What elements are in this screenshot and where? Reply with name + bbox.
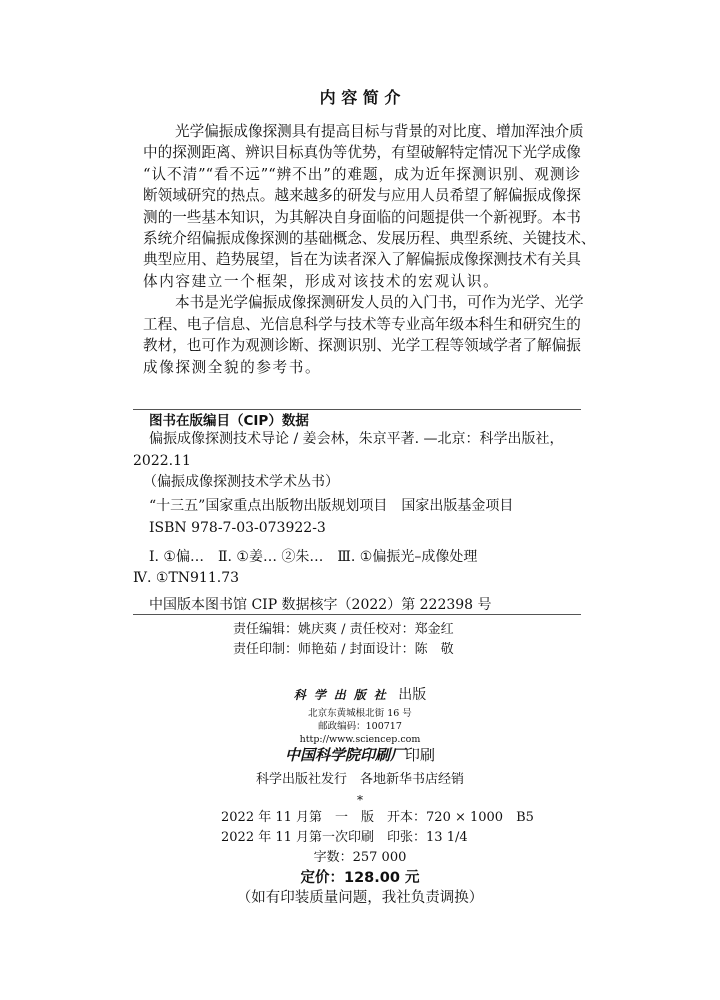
cip-series: （偏振成像探测技术学术丛书）	[143, 474, 339, 490]
publisher-postcode: 邮政编码：100717	[318, 721, 402, 732]
replacement-notice: （如有印装质量问题，我社负责调换）	[236, 890, 484, 906]
summary-title: 内 容 简 介	[319, 88, 401, 107]
printer-line	[0, 746, 720, 764]
cip-line: 2022.11	[133, 453, 191, 469]
summary-line: 系统介绍偏振成像探测的基础概念、发展历程、典型系统、关键技术、	[143, 230, 596, 247]
summary-line: 测的一些基本知识，为其解决自身面临的问题提供一个新视野。本书	[143, 209, 581, 226]
summary-line: 体内容建立一个框架，形成对该技术的宏观认识。	[143, 273, 500, 290]
cip-classification: Ⅰ. ①偏… Ⅱ. ①姜… ②朱… Ⅲ. ①偏振光–成像处理	[149, 549, 478, 565]
summary-line: 本书是光学偏振成像探测研发人员的入门书，可作为光学、光学	[175, 294, 584, 311]
divider-top	[133, 409, 581, 410]
summary-line: 典型应用、趋势展望，旨在为读者深入了解偏振成像探测技术有关具	[143, 251, 581, 268]
publisher-logo: 科学出版社	[293, 688, 394, 702]
edition-info: 2022 年 11 月第 一 版 开本：720 × 1000 B5	[221, 810, 534, 825]
cip-line: 偏振成像探测技术导论 / 姜会林，朱京平著. —北京：科学出版社，	[149, 431, 564, 447]
cip-heading: 图书在版编目（CIP）数据	[149, 413, 309, 429]
summary-line: 断领域研究的热点。越来越多的研发与应用人员希望了解偏振成像探	[143, 187, 581, 204]
publisher-suffix: 出版	[398, 687, 427, 703]
summary-line: 光学偏振成像探测具有提高目标与背景的对比度、增加浑浊介质	[175, 123, 584, 140]
printing-info: 2022 年 11 月第一次印刷 印张：13 1/4	[221, 830, 468, 845]
summary-line: 成像探测全貌的参考书。	[143, 359, 322, 376]
price: 定价：128.00 元	[300, 870, 420, 886]
cip-classification: Ⅳ. ①TN911.73	[133, 570, 240, 586]
distribution: 科学出版社发行 各地新华书店经销	[255, 772, 464, 787]
printer-suffix: 印刷	[405, 746, 436, 764]
publisher-line	[0, 686, 720, 704]
cip-number: 中国版本图书馆 CIP 数据核字（2022）第 222398 号	[149, 597, 492, 613]
summary-line: 中的探测距离、辨识目标真伪等优势，有望破解特定情况下光学成像	[143, 144, 581, 161]
summary-line: “认不清”“看不远”“辨不出”的难题，成为近年探测识别、观测诊	[143, 166, 580, 183]
cip-isbn: ISBN 978-7-03-073922-3	[149, 520, 326, 536]
word-count: 字数：257 000	[313, 850, 407, 865]
credits-production: 责任印制：师艳茹 / 封面设计：陈 敬	[233, 642, 454, 657]
publisher-url: http://www.sciencep.com	[299, 734, 421, 745]
summary-line: 工程、电子信息、光信息科学与技术等专业高年级本科生和研究生的	[143, 316, 581, 333]
summary-line: 教材，也可作为观测诊断、探测识别、光学工程等领域学者了解偏振	[143, 337, 581, 354]
credits-editors: 责任编辑：姚庆爽 / 责任校对：郑金红	[233, 622, 454, 637]
publisher-address: 北京东黄城根北街 16 号	[308, 708, 412, 719]
separator-star: *	[357, 793, 363, 807]
divider-bottom	[133, 614, 581, 615]
cip-project: “十三五”国家重点出版物出版规划项目 国家出版基金项目	[149, 498, 514, 514]
printer-logo: 中国科学院印刷厂	[284, 746, 405, 764]
